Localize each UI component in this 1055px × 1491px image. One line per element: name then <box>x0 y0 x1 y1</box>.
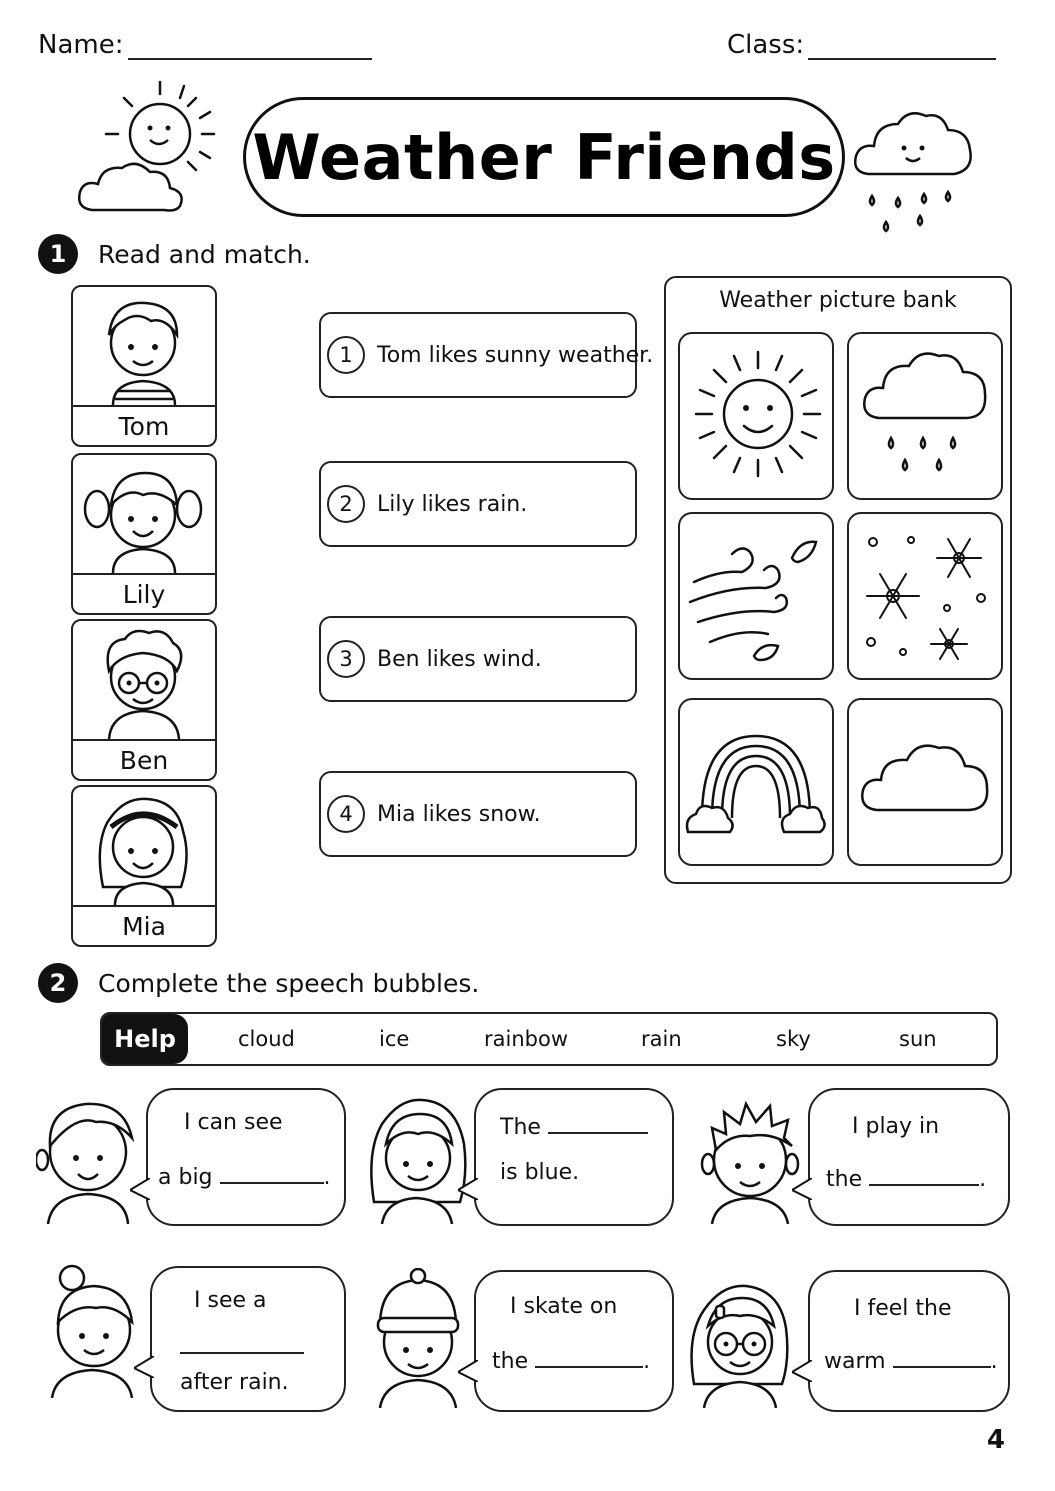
bubble-text: is blue. <box>500 1160 580 1185</box>
sentence-number: 2 <box>327 485 365 523</box>
boy-face-icon <box>73 287 215 405</box>
bubble-text: the <box>492 1349 529 1374</box>
section2-instruction: Complete the speech bubbles. <box>98 969 480 998</box>
cloud-icon <box>849 700 1001 864</box>
help-word: ice <box>379 1027 410 1051</box>
sentence-box-3[interactable] <box>319 616 637 702</box>
class-label: Class: <box>727 30 805 60</box>
speech-bubble-5 <box>474 1270 674 1412</box>
glasses-girl-speaker-icon <box>686 1276 792 1408</box>
sentence-text: Mia likes snow. <box>377 801 541 827</box>
help-word: rainbow <box>484 1027 568 1051</box>
bubble-punct: . <box>979 1167 987 1192</box>
sentence-number: 3 <box>327 640 365 678</box>
help-word: cloud <box>238 1027 295 1051</box>
help-word: sun <box>899 1027 937 1051</box>
title-banner <box>243 97 845 217</box>
tile-wind[interactable] <box>678 512 834 680</box>
girl-speaker-icon <box>364 1092 468 1224</box>
speech-bubble-1 <box>146 1088 346 1226</box>
speech-bubble-3 <box>808 1088 1010 1226</box>
tile-snow[interactable] <box>847 512 1003 680</box>
kid-card-tom <box>71 285 217 447</box>
bubble-text: The <box>500 1115 541 1140</box>
kid-name: Tom <box>118 412 170 441</box>
bun-girl-speaker-icon <box>40 1264 144 1398</box>
sun-cloud-decoration-icon <box>72 78 232 218</box>
bank-title: Weather picture bank <box>719 288 957 313</box>
name-label: Name: <box>38 30 124 60</box>
tile-rainbow[interactable] <box>678 698 834 866</box>
bubble-text: I skate on <box>510 1294 618 1319</box>
speech-bubble-4 <box>150 1266 346 1412</box>
sentence-text: Tom likes sunny weather. <box>377 342 654 368</box>
speech-bubble-2 <box>474 1088 674 1226</box>
wind-icon <box>680 514 832 678</box>
bubble-text: I play in <box>852 1114 940 1139</box>
answer-blank[interactable] <box>869 1162 979 1186</box>
tile-sun[interactable] <box>678 332 834 500</box>
sentence-number: 4 <box>327 795 365 833</box>
help-word: sky <box>776 1027 811 1051</box>
answer-blank[interactable] <box>220 1160 324 1184</box>
answer-blank[interactable] <box>180 1330 304 1354</box>
sentence-number: 1 <box>327 336 365 374</box>
bubble-punct: . <box>990 1349 998 1374</box>
bubble-text: I can see <box>184 1110 283 1135</box>
help-word: rain <box>641 1027 682 1051</box>
class-field[interactable] <box>808 58 996 60</box>
section2-number-badge: 2 <box>38 963 78 1003</box>
boy-glasses-face-icon <box>73 621 215 739</box>
sun-icon <box>680 334 832 498</box>
spiky-hair-boy-speaker-icon <box>698 1098 802 1224</box>
answer-blank[interactable] <box>535 1344 643 1368</box>
answer-blank[interactable] <box>548 1110 648 1134</box>
section1-number-badge: 1 <box>38 234 78 274</box>
kid-name: Lily <box>122 580 166 609</box>
kid-name: Ben <box>119 746 169 775</box>
girl-face-icon <box>73 455 215 573</box>
tile-cloud[interactable] <box>847 698 1003 866</box>
snow-icon <box>849 514 1001 678</box>
bubble-text: warm <box>824 1349 886 1374</box>
name-field[interactable] <box>128 58 372 60</box>
sentence-text: Lily likes rain. <box>377 491 528 517</box>
girl-headband-face-icon <box>73 787 215 905</box>
speech-bubble-6 <box>808 1270 1010 1412</box>
kid-card-lily <box>71 453 217 615</box>
section1-instruction: Read and match. <box>98 240 311 269</box>
bubble-text: I see a <box>194 1288 267 1313</box>
sentence-box-1[interactable] <box>319 312 654 398</box>
kid-card-ben <box>71 619 217 781</box>
bubble-text: after rain. <box>180 1370 289 1395</box>
beanie-boy-speaker-icon <box>368 1268 468 1408</box>
rain-cloud-icon <box>849 334 1001 498</box>
sentence-box-4[interactable] <box>319 771 637 857</box>
bubble-text: I feel the <box>854 1296 952 1321</box>
kid-name: Mia <box>122 912 166 941</box>
bubble-text: a big <box>158 1165 213 1190</box>
boy-speaker-icon <box>36 1090 140 1224</box>
help-label: Help <box>102 1014 188 1064</box>
page-title: Weather Friends <box>252 120 836 194</box>
tile-rain[interactable] <box>847 332 1003 500</box>
bubble-punct: . <box>643 1349 651 1374</box>
help-word-bank <box>100 1012 998 1066</box>
page-number: 4 <box>986 1425 1005 1455</box>
bubble-text: the <box>826 1167 863 1192</box>
kid-card-mia <box>71 785 217 947</box>
rainbow-icon <box>680 700 832 864</box>
rain-cloud-decoration-icon <box>850 100 980 240</box>
sentence-text: Ben likes wind. <box>377 646 542 672</box>
weather-picture-bank <box>664 276 1012 884</box>
sentence-box-2[interactable] <box>319 461 637 547</box>
answer-blank[interactable] <box>893 1344 991 1368</box>
bubble-punct: . <box>323 1165 331 1190</box>
